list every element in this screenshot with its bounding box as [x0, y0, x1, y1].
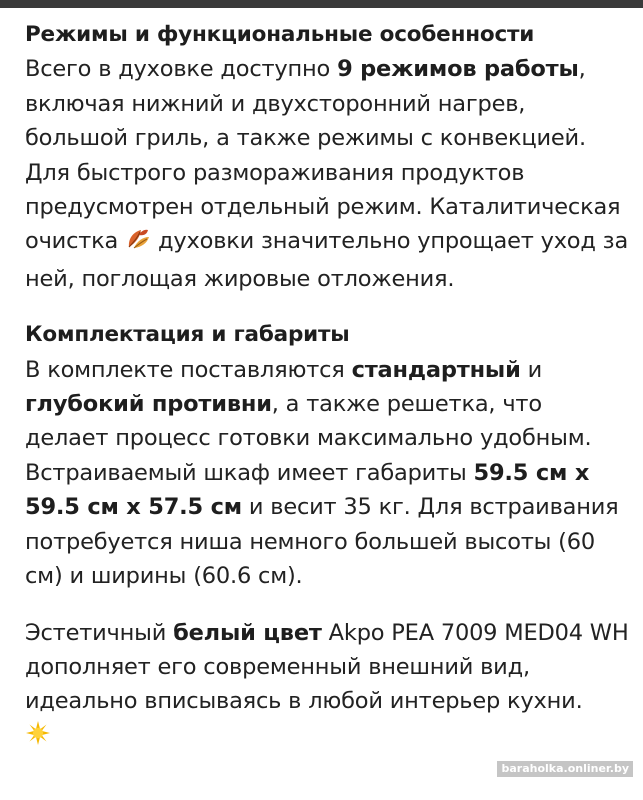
equipment-paragraph [25, 353, 630, 594]
text: и весит 35 кг. Для встраивания потребуется ниша немного большей высоты (60 см) и ширины (60.6 см). [25, 494, 619, 590]
sparkle-sun-icon [25, 720, 51, 756]
text: В комплекте поставляются [25, 356, 352, 383]
section-heading-modes: Режимы и функциональные особенности [25, 22, 535, 47]
spacer [25, 296, 630, 318]
color-paragraph [25, 616, 630, 757]
text: духовки значительно упрощает уход за ней, поглощая жировые отложения. [25, 228, 629, 292]
modes-paragraph [25, 52, 630, 296]
description-content [25, 18, 630, 756]
watermark: baraholka.onliner.by [497, 761, 633, 777]
bold-text: глубокий противни [25, 391, 272, 418]
spacer [25, 594, 630, 616]
bold-text: белый цвет [173, 619, 322, 646]
bold-text: 59.5 см x 59.5 см x 57.5 см [25, 459, 590, 521]
text: , а также решетка, что делает процесс готовки максимально удобным. Встраиваемый шкаф имеет габариты [25, 391, 592, 486]
bold-text: стандартный [351, 356, 521, 383]
text: Эстетичный [25, 619, 174, 646]
text: и [520, 356, 543, 383]
text: Всего в духовке доступно [25, 56, 338, 83]
autumn-leaves-icon [125, 227, 151, 261]
text: , включая нижний и двухсторонний нагрев, большой гриль, а также режимы с конвекцией. Для быстрого размораживания продуктов предусмотрен отдельный режим. Каталитическая очистка [25, 56, 621, 255]
text: Akpo PEA 7009 MED04 WH дополняет его современный внешний вид, идеально вписываясь в любой интерьер кухни. [25, 619, 629, 715]
top-bar [0, 0, 643, 8]
bold-text: 9 режимов работы [337, 56, 579, 83]
section-heading-equipment: Комплектация и габариты [25, 322, 350, 348]
